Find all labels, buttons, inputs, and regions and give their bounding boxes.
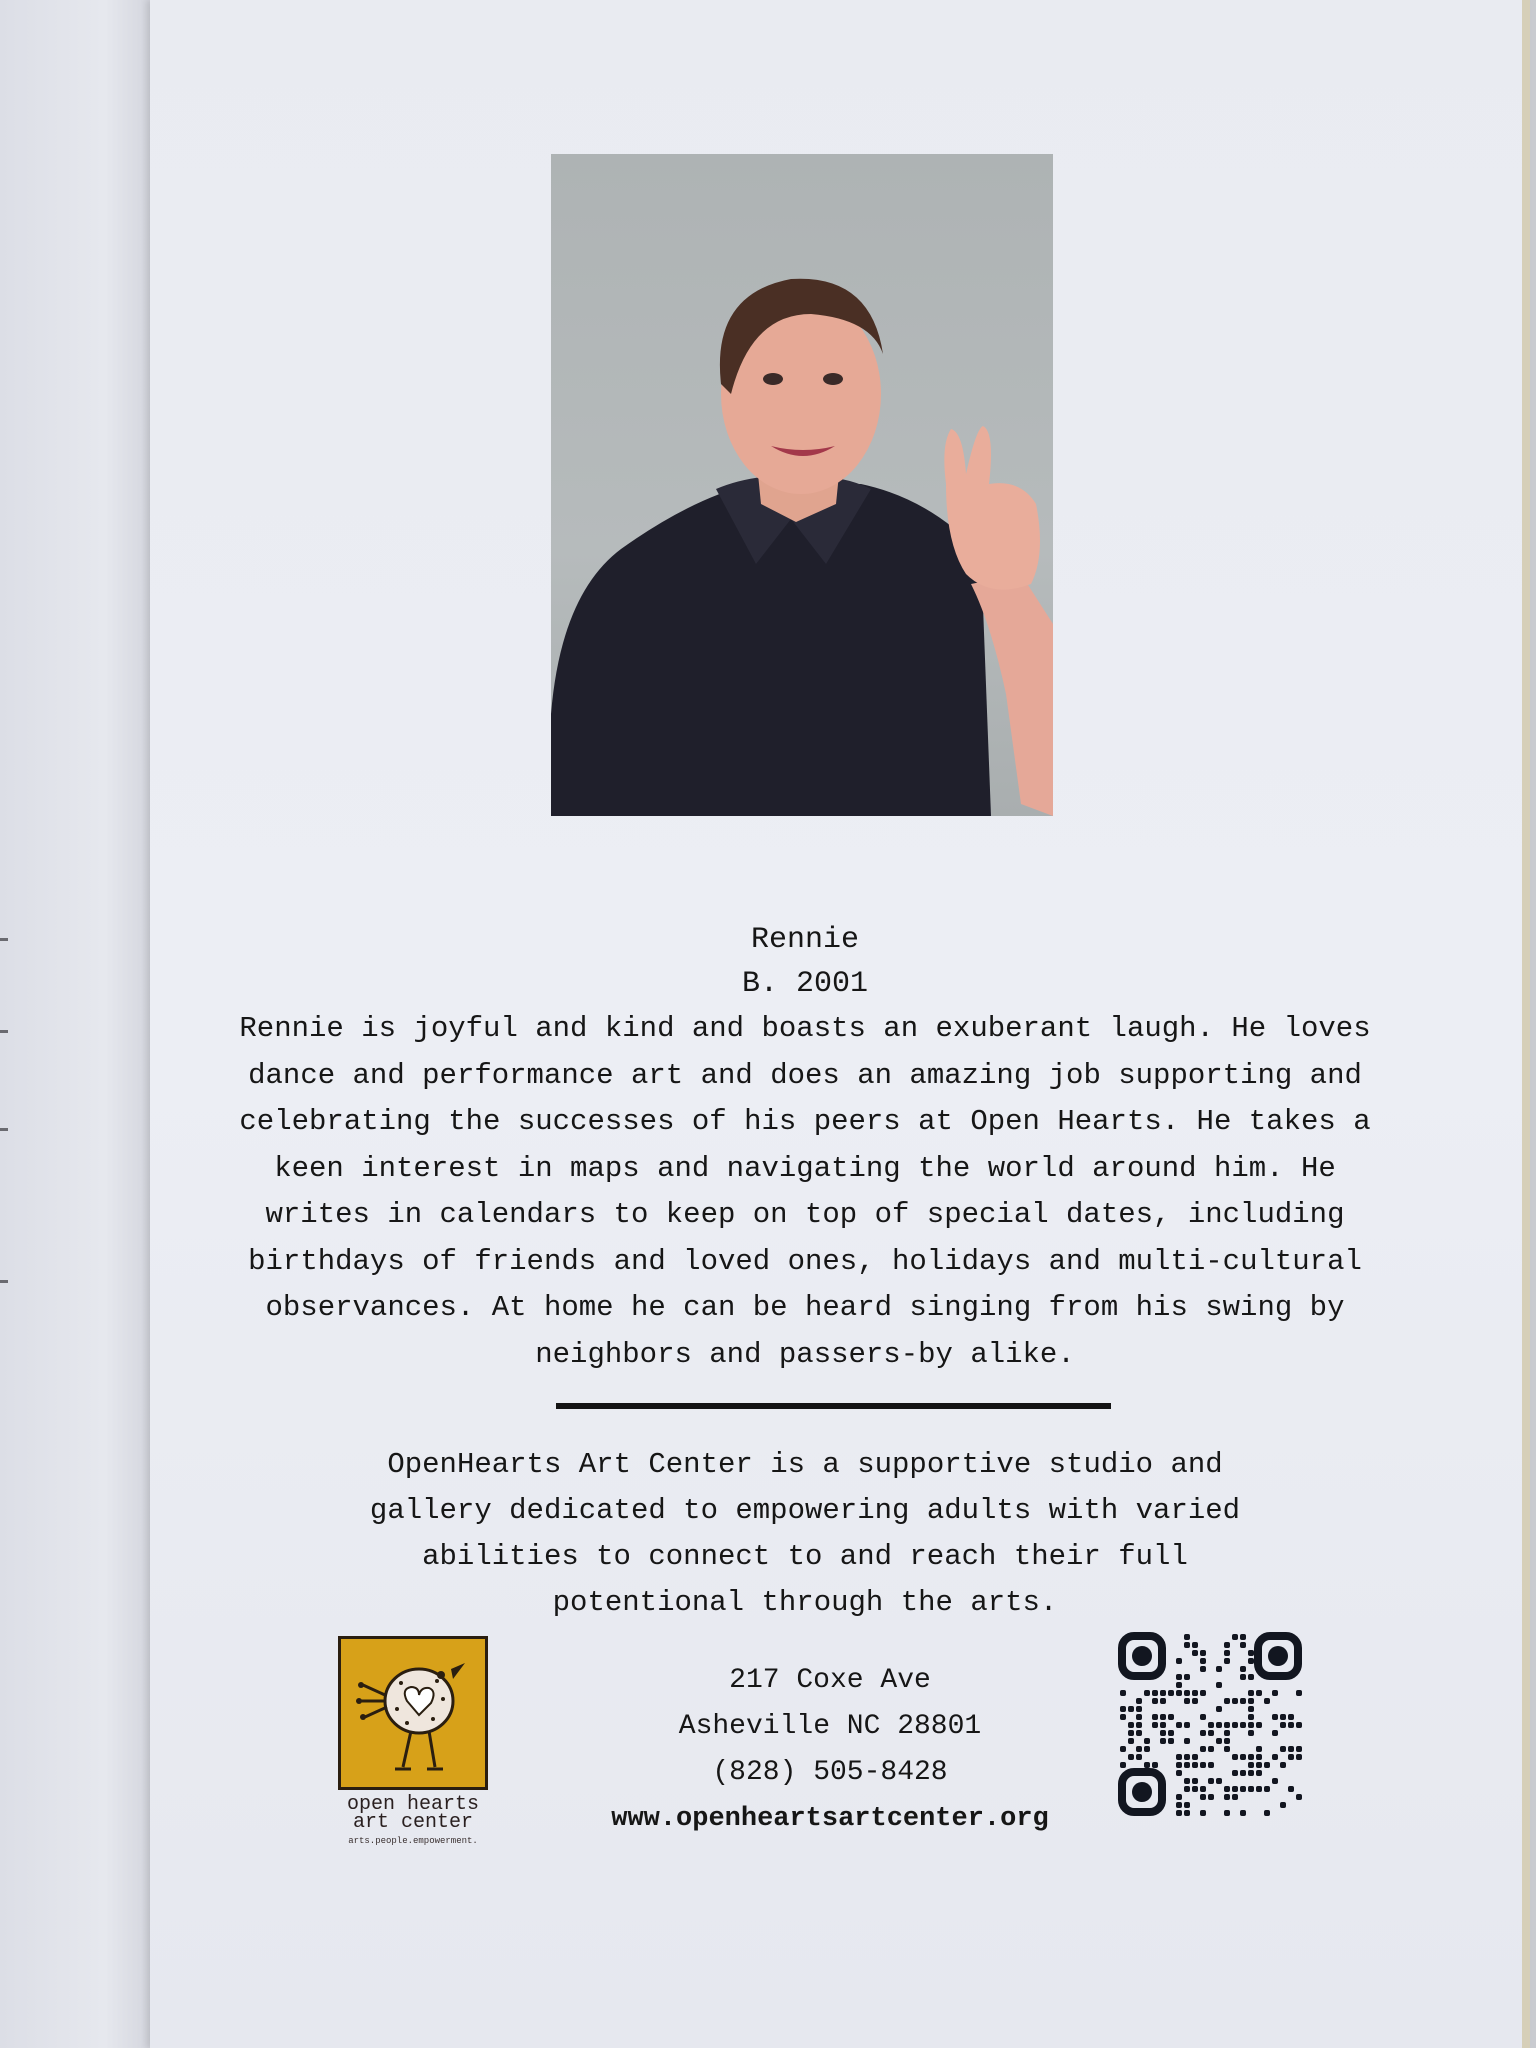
website-url: www.openheartsartcenter.org (611, 1804, 1049, 1834)
folded-back-panel (0, 0, 150, 2048)
artist-bio (200, 918, 1410, 1378)
qr-code-icon (1116, 1630, 1304, 1818)
bio-line: neighbors and passers-by alike. (535, 1337, 1075, 1371)
artist-name: Rennie (750, 923, 860, 957)
bio-line: dance and performance art and does an amazing job supporting and (248, 1058, 1362, 1092)
city-state-zip: Asheville NC 28801 (678, 1711, 982, 1742)
edge-mark (0, 1280, 8, 1283)
bio-line: celebrating the successes of his peers at Open Hearts. He takes a (239, 1105, 1371, 1138)
edge-mark (0, 1030, 8, 1033)
logo-wordmark (330, 1793, 496, 1834)
logo-box (338, 1636, 488, 1790)
bio-line: writes in calendars to keep on top of special dates, including (265, 1198, 1345, 1231)
mission-statement (330, 1442, 1280, 1626)
street-address: 217 Coxe Ave (729, 1665, 931, 1696)
card-edge (1522, 0, 1530, 2048)
logo-line: art center (352, 1811, 474, 1834)
section-divider (556, 1403, 1111, 1409)
artist-bio-text (230, 1006, 1380, 1378)
mission-line: abilities to connect to and reach their full (422, 1540, 1188, 1573)
logo-line: open hearts (346, 1793, 480, 1816)
edge-mark (0, 938, 8, 941)
edge-mark (0, 1128, 8, 1131)
bio-line: Rennie is joyful and kind and boasts an exuberant laugh. He loves (239, 1012, 1371, 1045)
mission-line: potentional through the arts. (552, 1586, 1058, 1619)
artist-portrait-photo (551, 154, 1053, 816)
logo-tagline: arts.people.empowerment. (348, 1836, 478, 1846)
mission-line: gallery dedicated to empowering adults with varied (369, 1494, 1241, 1527)
bio-line: keen interest in maps and navigating the world around him. He (274, 1151, 1336, 1185)
phone-number: (828) 505-8428 (712, 1757, 948, 1788)
open-hearts-logo (330, 1636, 496, 1848)
bio-line: observances. At home he can be heard singing from his swing by (265, 1291, 1345, 1324)
bird-icon (341, 1639, 485, 1787)
mission-line: OpenHearts Art Center is a supportive studio and (387, 1448, 1223, 1481)
bio-line: birthdays of friends and loved ones, holidays and multi-cultural (248, 1244, 1362, 1278)
contact-block (560, 1658, 1100, 1842)
artist-birth-year: B. 2001 (741, 967, 869, 1001)
